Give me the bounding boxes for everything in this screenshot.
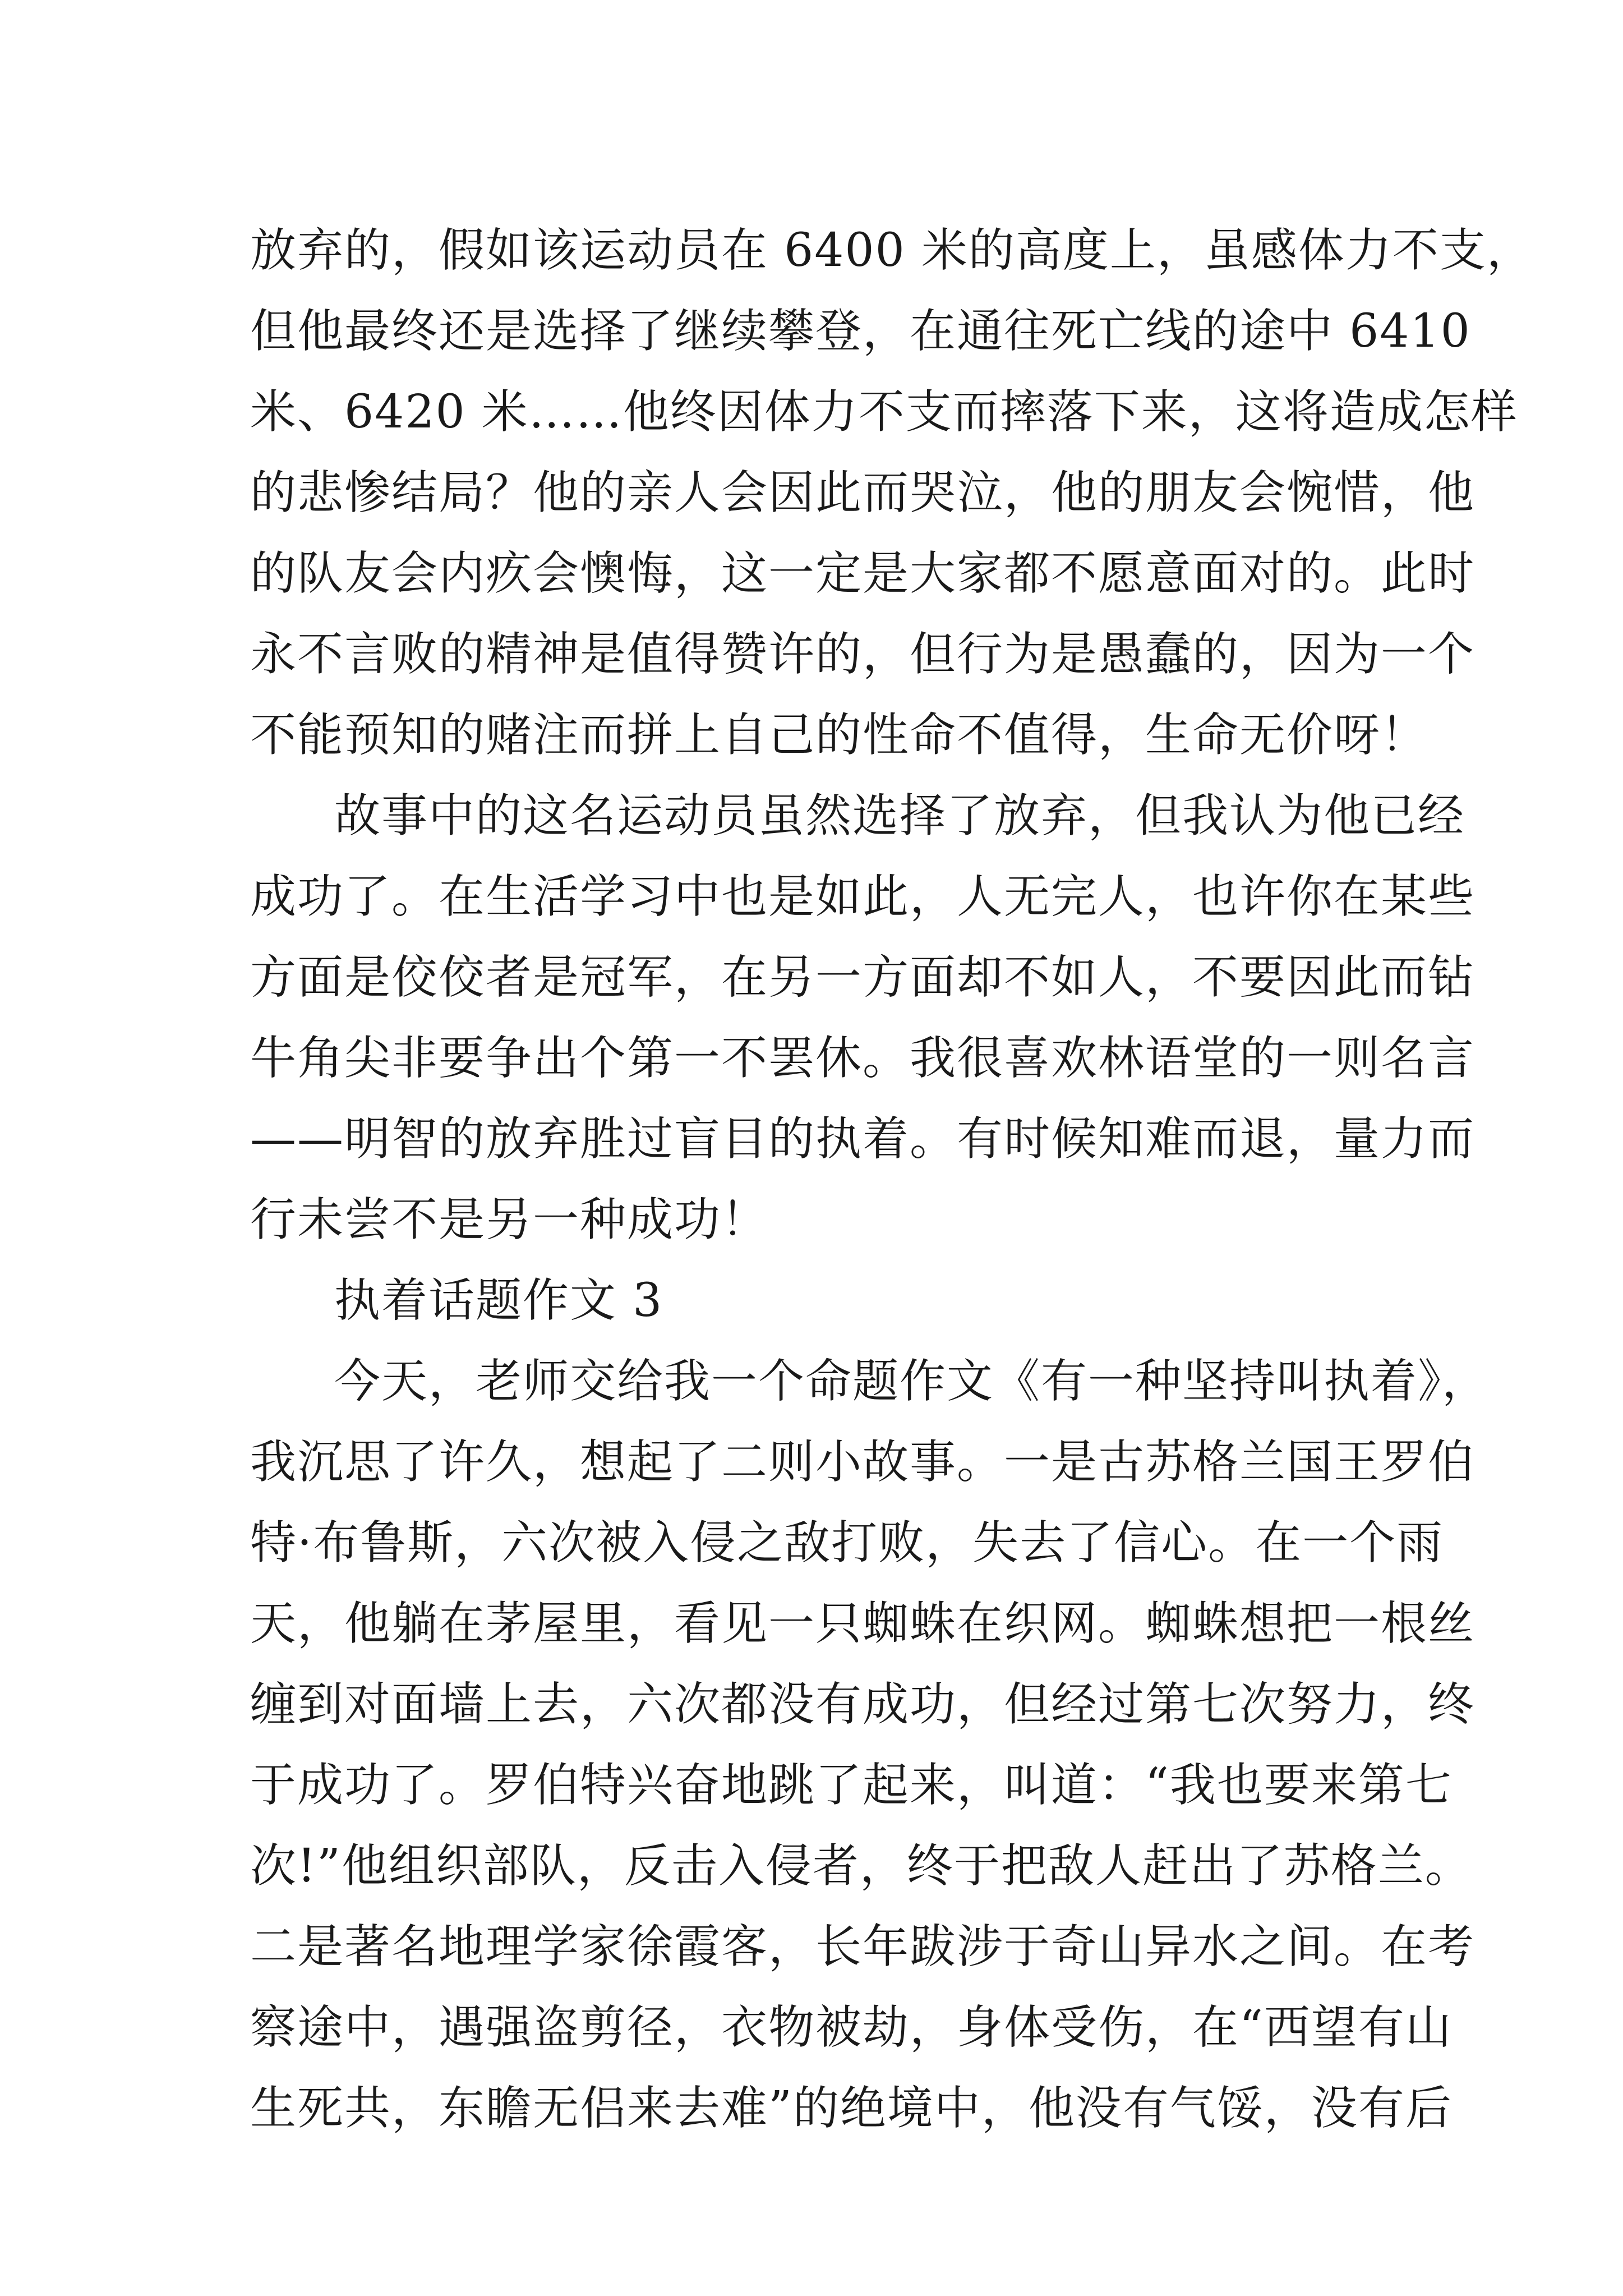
- text-line: 牛角尖非要争出个第一不罢休。我很喜欢林语堂的一则名言: [250, 1032, 1476, 1085]
- text-line: 天，他躺在茅屋里，看见一只蜘蛛在织网。蜘蛛想把一根丝: [250, 1597, 1476, 1650]
- text-line: 我沉思了许久，想起了二则小故事。一是古苏格兰国王罗伯: [250, 1435, 1476, 1489]
- text-line: 不能预知的赌注而拼上自己的性命不值得，生命无价呀！: [250, 708, 1428, 762]
- text-line: 特·布鲁斯，六次被入侵之敌打败，失去了信心。在一个雨: [250, 1516, 1444, 1570]
- text-line: 成功了。在生活学习中也是如此，人无完人，也许你在某些: [250, 870, 1476, 923]
- text-line: 生死共，东瞻无侣来去难”的绝境中，他没有气馁，没有后: [250, 2082, 1453, 2135]
- text-line: 的悲惨结局？他的亲人会因此而哭泣，他的朋友会惋惜，他: [250, 466, 1476, 519]
- paragraph-first-line: 今天，老师交给我一个命题作文《有一种坚持叫执着》，: [334, 1355, 1490, 1408]
- text-line: 次!”他组织部队，反击入侵者，终于把敌人赶出了苏格兰。: [250, 1839, 1472, 1893]
- text-line: 放弃的，假如该运动员在 6400 米的高度上，虽感体力不支，: [250, 224, 1534, 277]
- paragraph-first-line: 故事中的这名运动员虽然选择了放弃，但我认为他已经: [334, 789, 1465, 843]
- document-body: [250, 210, 1534, 2149]
- text-line: 二是著名地理学家徐霞客，长年跋涉于奇山异水之间。在考: [250, 1920, 1476, 1973]
- text-line: 的队友会内疚会懊悔，这一定是大家都不愿意面对的。此时: [250, 547, 1476, 600]
- text-line: 行未尝不是另一种成功！: [250, 1193, 769, 1246]
- text-line: 缠到对面墙上去，六次都没有成功，但经过第七次努力，终: [250, 1678, 1476, 1731]
- text-line: 于成功了。罗伯特兴奋地跳了起来，叫道：“我也要来第七: [250, 1759, 1453, 1812]
- text-line: 方面是佼佼者是冠军，在另一方面却不如人，不要因此而钻: [250, 951, 1476, 1004]
- text-line: ——明智的放弃胜过盲目的执着。有时候知难而退，量力而: [250, 1112, 1476, 1166]
- text-line: 米、6420 米……他终因体力不支而摔落下来，这将造成怎样: [250, 385, 1518, 439]
- text-line: 但他最终还是选择了继续攀登，在通往死亡线的途中 6410: [250, 305, 1471, 358]
- text-line: 永不言败的精神是值得赞许的，但行为是愚蠢的，因为一个: [250, 628, 1476, 681]
- section-heading: 执着话题作文 3: [334, 1274, 663, 1327]
- text-line: 察途中，遇强盗剪径，衣物被劫，身体受伤，在“西望有山: [250, 2001, 1453, 2054]
